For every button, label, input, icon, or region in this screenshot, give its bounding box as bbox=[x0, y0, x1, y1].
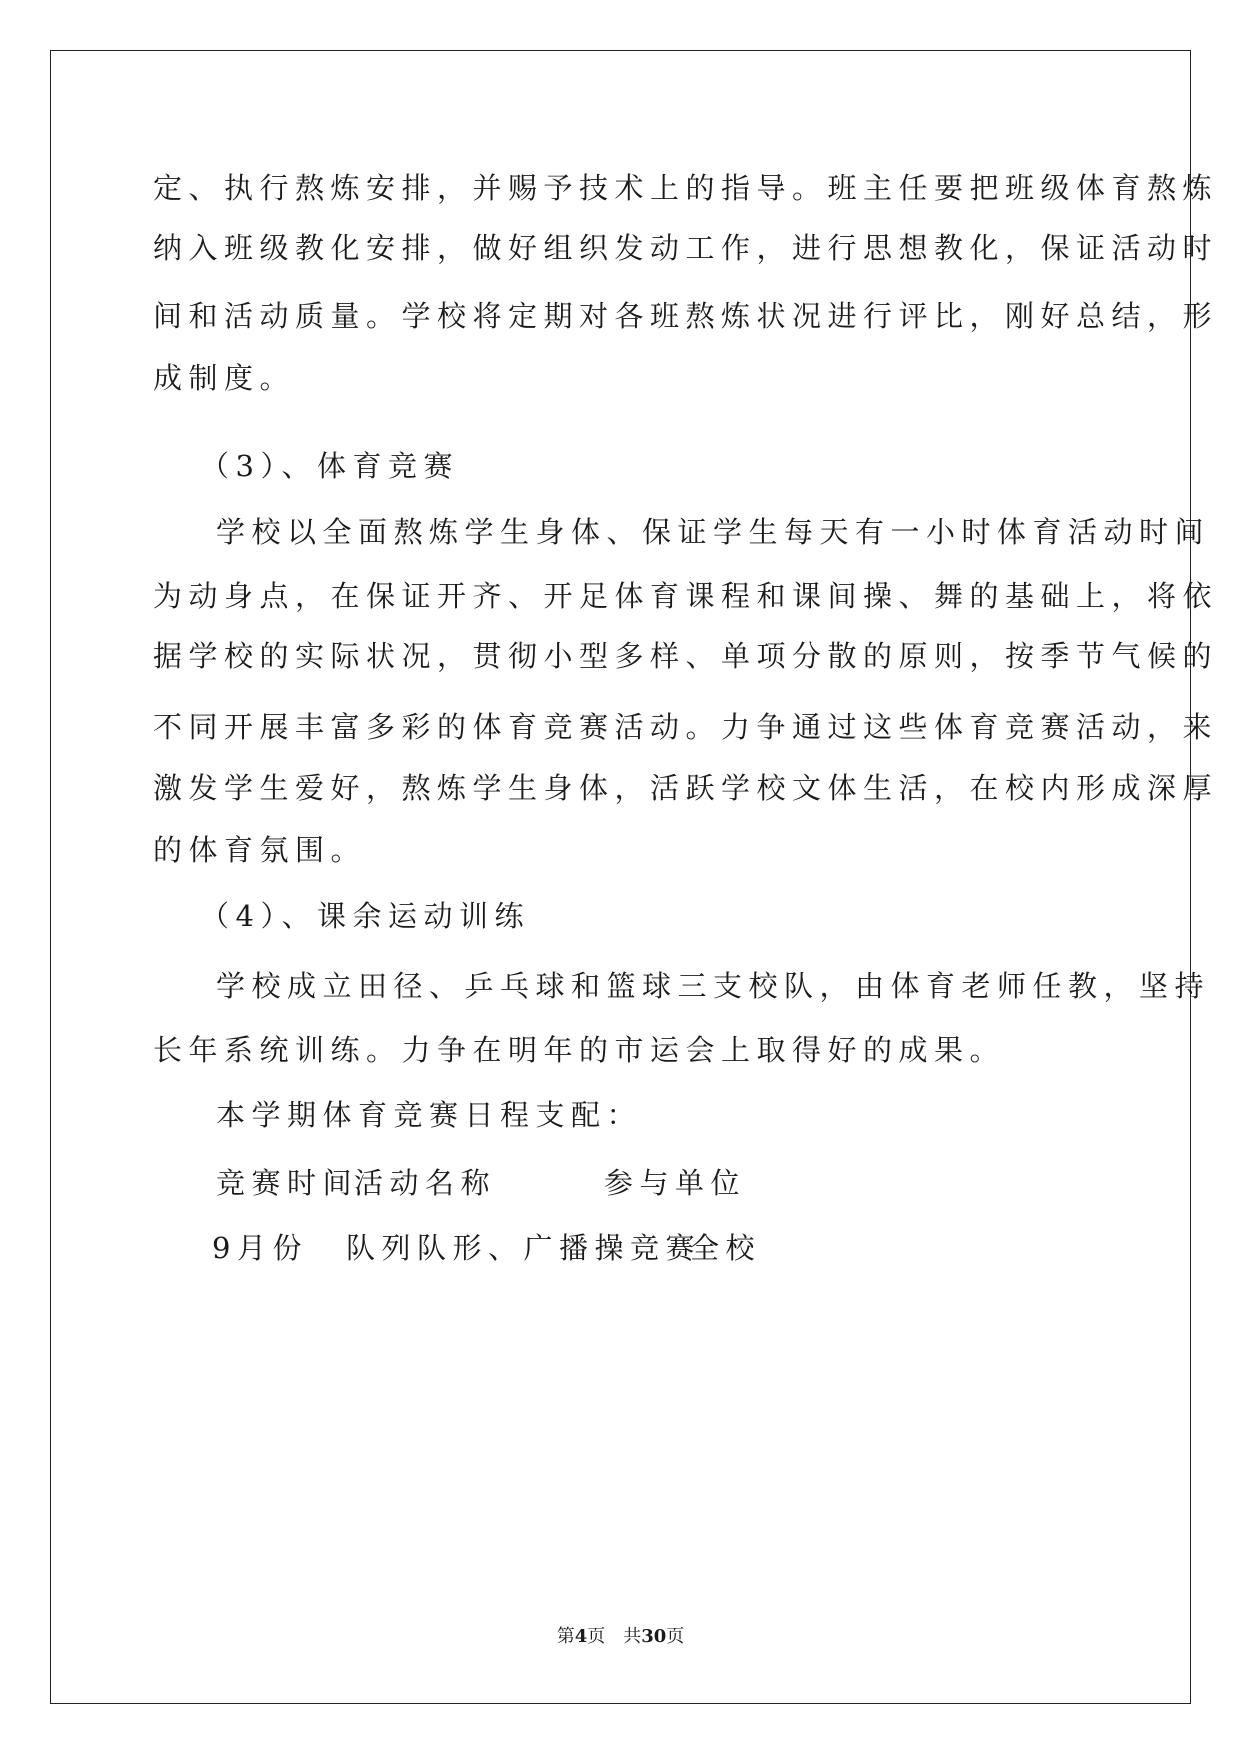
table-cell: 全校 bbox=[690, 1231, 762, 1265]
table-cell: 9月份 bbox=[212, 1231, 308, 1265]
paragraph-line: 定、执行熬炼安排，并赐予技术上的指导。班主任要把班级体育熬炼 bbox=[153, 171, 1219, 205]
page-footer bbox=[0, 1622, 1241, 1648]
section-heading-3: （3）、体育竞赛 bbox=[200, 449, 459, 483]
paragraph-line: 学校以全面熬炼学生身体、保证学生每天有一小时体育活动时间 bbox=[216, 515, 1211, 549]
paragraph-line: 激发学生爱好，熬炼学生身体，活跃学校文体生活，在校内形成深厚 bbox=[153, 771, 1219, 805]
table-cell: 队列队形、广播操竞赛 bbox=[346, 1231, 702, 1265]
paragraph-line: 学校成立田径、乒乓球和篮球三支校队，由体育老师任教，坚持 bbox=[216, 969, 1211, 1003]
schedule-intro: 本学期体育竞赛日程支配： bbox=[216, 1098, 643, 1132]
table-header-cell: 活动名称 bbox=[354, 1166, 497, 1200]
paragraph-line: 的体育氛围。 bbox=[153, 833, 367, 867]
section-heading-4: （4）、课余运动训练 bbox=[200, 899, 530, 933]
paragraph-line: 长年系统训练。力争在明年的市运会上取得好的成果。 bbox=[153, 1033, 1006, 1067]
footer-mid: 页 共 bbox=[587, 1626, 642, 1647]
paragraph-line: 成制度。 bbox=[153, 361, 296, 395]
paragraph-line: 不同开展丰富多彩的体育竞赛活动。力争通过这些体育竞赛活动，来 bbox=[153, 710, 1219, 744]
paragraph-line: 间和活动质量。学校将定期对各班熬炼状况进行评比，刚好总结，形 bbox=[153, 299, 1219, 333]
footer-suffix: 页 bbox=[666, 1626, 685, 1647]
paragraph-line: 纳入班级教化安排，做好组织发动工作，进行思想教化，保证活动时 bbox=[153, 231, 1219, 265]
footer-prefix: 第 bbox=[556, 1626, 575, 1647]
footer-page-number: 4 bbox=[574, 1626, 588, 1647]
paragraph-line: 为动身点，在保证开齐、开足体育课程和课间操、舞的基础上，将依 bbox=[153, 579, 1219, 613]
table-header-cell: 竞赛时间 bbox=[216, 1166, 359, 1200]
paragraph-line: 据学校的实际状况，贯彻小型多样、单项分散的原则，按季节气候的 bbox=[153, 639, 1219, 673]
footer-total-pages: 30 bbox=[641, 1626, 667, 1647]
table-header-cell: 参与单位 bbox=[604, 1166, 747, 1200]
